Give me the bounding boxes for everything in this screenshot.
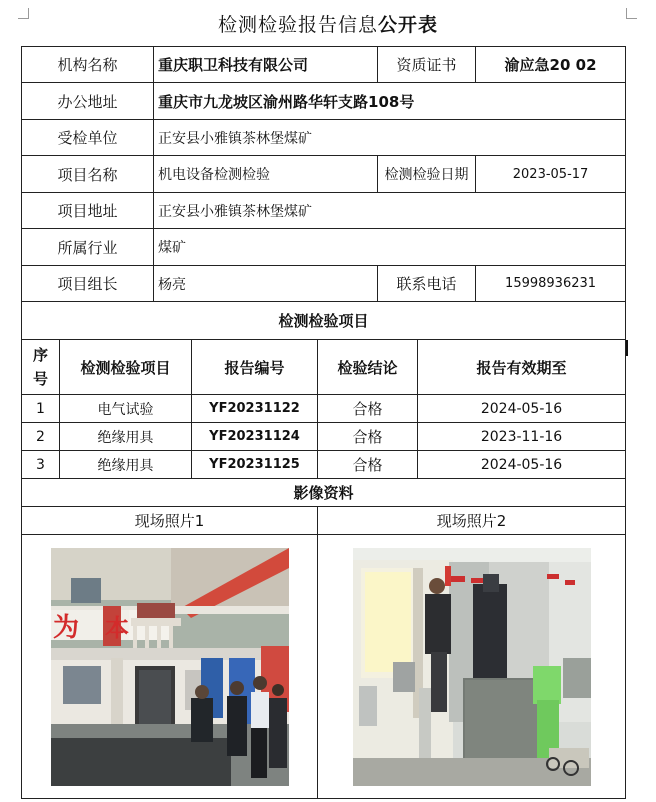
sign-text-1: 为: [52, 612, 79, 643]
item-report: YF20231122: [192, 395, 318, 423]
row-project: [22, 156, 626, 193]
photo-label-2: 现场照片2: [318, 507, 626, 535]
item-result: 合格: [318, 423, 418, 451]
row-photo-labels: [22, 507, 626, 535]
title-bold-text: 公开表: [378, 14, 439, 36]
row-items-title: [22, 302, 626, 340]
photo-cell-1: [22, 535, 318, 799]
text-cursor: [626, 340, 628, 356]
col-header-item: 检测检验项目: [60, 340, 192, 395]
page-title: [0, 10, 656, 37]
cert-label: 资质证书: [378, 47, 476, 83]
title-normal-text: 检测检验报告信息: [217, 14, 378, 36]
table-row: [22, 451, 626, 479]
project-value: 机电设备检测检验: [154, 156, 378, 193]
row-industry: [22, 229, 626, 266]
inspected-value: 正安县小雅镇茶林堡煤矿: [154, 120, 626, 156]
item-report: YF20231124: [192, 423, 318, 451]
col-header-report: 报告编号: [192, 340, 318, 395]
row-project-address: [22, 193, 626, 229]
project-label: 项目名称: [22, 156, 154, 193]
col-header-valid: 报告有效期至: [418, 340, 626, 395]
media-section-title: 影像资料: [22, 479, 626, 507]
item-name: 绝缘用具: [60, 423, 192, 451]
industry-label: 所属行业: [22, 229, 154, 266]
date-label: 检测检验日期: [378, 156, 476, 193]
item-name: 绝缘用具: [60, 451, 192, 479]
item-result: 合格: [318, 451, 418, 479]
item-valid: 2024-05-16: [418, 451, 626, 479]
item-result: 合格: [318, 395, 418, 423]
col-header-result: 检验结论: [318, 340, 418, 395]
address-value: 重庆市九龙坡区渝州路华轩支路108号: [154, 83, 626, 120]
leader-value: 杨亮: [154, 266, 378, 302]
date-value: 2023-05-17: [476, 156, 626, 193]
table-row: [22, 395, 626, 423]
photo-cell-2: [318, 535, 626, 799]
row-media-title: [22, 479, 626, 507]
table-row: [22, 423, 626, 451]
industry-value: 煤矿: [154, 229, 626, 266]
row-leader: [22, 266, 626, 302]
row-photos: [22, 535, 626, 799]
item-name: 电气试验: [60, 395, 192, 423]
org-value: 重庆职卫科技有限公司: [154, 47, 378, 83]
item-report: YF20231125: [192, 451, 318, 479]
item-no: 1: [22, 395, 60, 423]
phone-value: 15998936231: [476, 266, 626, 302]
cert-value: 渝应急20 02: [476, 47, 626, 83]
project-address-label: 项目地址: [22, 193, 154, 229]
phone-label: 联系电话: [378, 266, 476, 302]
site-photo-1: [51, 548, 289, 786]
items-section-title: 检测检验项目: [22, 302, 626, 340]
row-org: [22, 47, 626, 83]
row-address: [22, 83, 626, 120]
info-table: [21, 46, 626, 799]
item-valid: 2024-05-16: [418, 395, 626, 423]
photo-label-1: 现场照片1: [22, 507, 318, 535]
row-inspected: [22, 120, 626, 156]
project-address-value: 正安县小雅镇茶林堡煤矿: [154, 193, 626, 229]
site-photo-2: [353, 548, 591, 786]
col-header-no: 序号: [22, 340, 60, 395]
inspected-label: 受检单位: [22, 120, 154, 156]
org-label: 机构名称: [22, 47, 154, 83]
item-valid: 2023-11-16: [418, 423, 626, 451]
item-no: 2: [22, 423, 60, 451]
row-items-header: [22, 340, 626, 395]
address-label: 办公地址: [22, 83, 154, 120]
leader-label: 项目组长: [22, 266, 154, 302]
sign-text-2: 本: [104, 613, 129, 642]
item-no: 3: [22, 451, 60, 479]
